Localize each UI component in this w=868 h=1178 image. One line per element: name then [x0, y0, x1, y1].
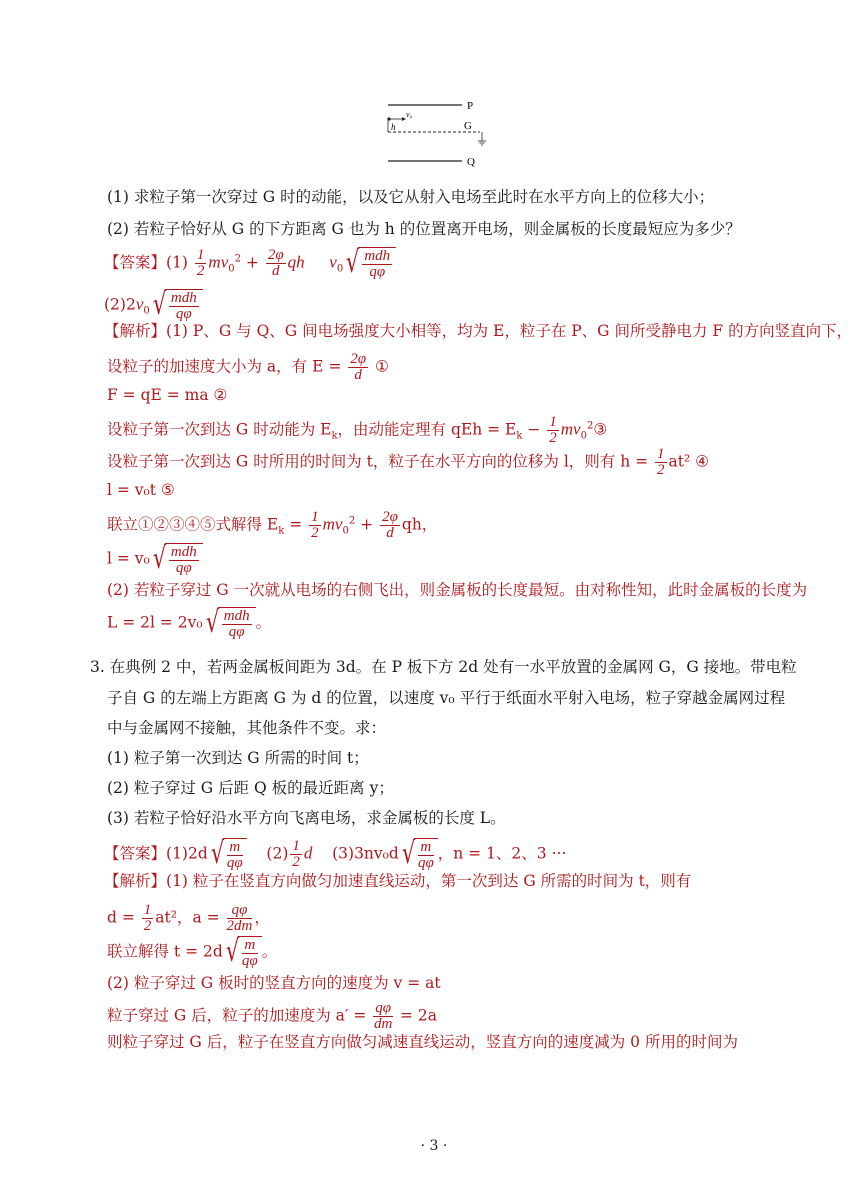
a4-prefix: 设粒子第一次到达 G 时动能为 E [107, 420, 332, 439]
plate-diagram-svg [380, 95, 490, 170]
q3-analysis-tag: 【解析】 [104, 872, 167, 890]
q3-ans3-prefix: (3)3nv₀d [332, 844, 399, 863]
q3-analysis-line2 [107, 903, 270, 934]
q3-analysis-line1 [104, 871, 691, 891]
sqrt-m-qphi-3: √ $\frac{m}{q\varphi}$ [223, 936, 262, 969]
b2-prefix: d = [107, 908, 140, 927]
a8-prefix: l = v₀ [107, 549, 150, 568]
frac-half-4: $\frac{1}{2}$ [311, 509, 319, 541]
q1-analysis-line10 [107, 607, 271, 640]
frac-2phi-d-3: $\frac{2\varphi}{d}$ [382, 509, 398, 541]
b3-suffix: 。 [261, 942, 278, 961]
frac-half-5: $\frac{1}{2}$ [292, 838, 300, 870]
sqrt-m-qphi: √ $\frac{m}{q\varphi}$ [208, 838, 247, 871]
a10-prefix: L = 2l = 2v₀ [107, 613, 203, 632]
q1-part1: (1) 求粒子第一次穿过 G 时的动能，以及它从射入电场至此时在水平方向上的位移大小； [107, 188, 715, 206]
a5-prefix: 设粒子第一次到达 G 时所用的时间为 t，粒子在水平方向的位移为 l，则有 h = [107, 452, 654, 471]
sqrt-mdh-qphi-3: √ $\frac{\text{mdh}}{q\varphi}$ [150, 543, 203, 576]
b3-prefix: 联立解得 t = 2d [107, 942, 223, 961]
q3-ans2-suffix: d [303, 843, 313, 863]
b5-prefix: 粒子穿过 G 后，粒子的加速度为 a′ = [107, 1006, 372, 1025]
b2-mid: at²，a = [155, 908, 225, 927]
page-number: · 3 · [420, 1138, 448, 1154]
frac-half: $\frac{1}{2}$ [196, 247, 205, 279]
q1-answer-line2: $(2)2v_0$ √ $\frac{\text{mdh}}{q\varphi}$ [104, 289, 203, 322]
q3-analysis-line4: (2) 粒子穿过 G 板时的竖直方向的速度为 v = at [107, 974, 441, 992]
a2-suffix: ① [370, 357, 389, 376]
q1-analysis-line9: (2) 若粒子穿过 G 一次就从电场的右侧飞出，则金属板的长度最短。由对称性知，此时金属板的长度为 [107, 581, 808, 599]
q3-stem1: 3. 在典例 2 中，若两金属板间距为 3d。在 P 板下方 2d 处有一水平放置的金属网 G，G 接地。带电粒 [90, 658, 797, 676]
a4-mid: ，由动能定理有 qEh = E [337, 420, 517, 439]
q3-ans2-prefix: (2) [266, 844, 289, 863]
frac-2phi-d-2: $\frac{2\varphi}{d}$ [350, 351, 367, 383]
q3-ans3-suffix: ，n = 1、2、3 ··· [437, 844, 567, 863]
label-p: P [467, 100, 474, 112]
q3-answer-tag: 【答案】 [104, 844, 167, 863]
b5-suffix: = 2a [395, 1006, 438, 1025]
q1-analysis-line1 [104, 321, 852, 341]
answer2-prefix: (2) [104, 295, 126, 314]
sqrt-mdh-qphi-4: √ $\frac{\text{mdh}}{q\varphi}$ [203, 607, 256, 640]
frac-half-2: $\frac{1}{2}$ [549, 414, 557, 446]
frac-2phi-d: $\frac{2\varphi}{d}$ [267, 247, 284, 279]
q3-analysis-line3 [107, 936, 277, 969]
frac-qphi-2dm: $\frac{q\varphi}{2dm}$ [226, 902, 253, 934]
label-v0: v₀ [406, 110, 413, 119]
sqrt-m-qphi-2: √ $\frac{m}{q\varphi}$ [399, 838, 438, 871]
label-q: Q [467, 156, 475, 168]
frac-half-3: $\frac{1}{2}$ [657, 446, 665, 478]
q1-analysis-line6: l = v₀t ⑤ [107, 481, 175, 499]
sqrt-mdh-qphi-2: √ $\frac{\text{mdh}}{q\varphi}$ [150, 289, 203, 322]
q3-ans1-prefix: (1)2d [166, 844, 208, 863]
q3-analysis-line6: 则粒子穿过 G 后，粒子在竖直方向做匀减速直线运动，竖直方向的速度减为 0 所用的时间为 [107, 1033, 738, 1051]
q1-analysis-line7: 联立①②③④⑤式解得 $E_k$ = $\frac{1}{2}$ $mv_0^2$ + $\frac{2\varphi}{d}$ qh， [107, 509, 438, 541]
q3-stem3: 中与金属网不接触，其他条件不变。求： [107, 719, 387, 737]
q1-analysis-line3: F = qE = ma ② [107, 386, 228, 404]
label-g: G [464, 120, 472, 132]
q1-analysis-line8 [107, 543, 203, 576]
a7-suffix: qh， [401, 515, 438, 534]
b2-suffix: ， [254, 908, 270, 927]
a2-prefix: 设粒子的加速度大小为 a，有 E = [107, 357, 347, 376]
q1-part2: (2) 若粒子恰好从 G 的下方距离 G 也为 h 的位置离开电场，则金属板的长度最短应为多少？ [107, 220, 741, 238]
analysis-tag: 【解析】 [104, 322, 167, 340]
q1-analysis-line4: 设粒子第一次到达 G 时动能为 $E_k$，由动能定理有 qEh = $E_k$ − $\frac{1}{2}$ $mv_0^2③$ [107, 414, 608, 446]
q3-answer-line [104, 838, 566, 871]
analysis-a1: (1) P、G 与 Q、G 间电场强度大小相等，均为 E，粒子在 P、G 间所受静电力 F 的方向竖直向下， [166, 322, 853, 340]
a7-prefix: 联立①②③④⑤式解得 E [107, 515, 279, 534]
sqrt-mdh-qphi: √ $\frac{\text{mdh}}{q\varphi}$ [343, 247, 396, 280]
q3-part3: (3) 若粒子恰好沿水平方向飞离电场，求金属板的长度 L。 [107, 809, 506, 827]
parallel-plate-diagram [380, 95, 490, 170]
q3-part2: (2) 粒子穿过 G 后距 Q 板的最近距离 y； [107, 779, 394, 797]
q3-b1: (1) 粒子在竖直方向做匀加速直线运动，第一次到达 G 所需的时间为 t，则有 [166, 872, 692, 890]
frac-qphi-dm: $\frac{q\varphi}{dm}$ [374, 1000, 393, 1032]
q3-stem2: 子自 G 的左端上方距离 G 为 d 的位置，以速度 v₀ 平行于纸面水平射入电场，粒子穿越金属网过程 [107, 689, 786, 707]
q1-analysis-line5 [107, 447, 709, 478]
q3-analysis-line5 [107, 1001, 437, 1032]
a5-suffix: at² ④ [668, 452, 710, 471]
answer1-prefix: (1) [166, 253, 188, 272]
q1-analysis-line2 [107, 352, 389, 383]
frac-half-6: $\frac{1}{2}$ [143, 902, 152, 934]
q1-answer-line1: 【答案】(1) $\frac{1}{2}$ $mv_0^2$ + $\frac{2\varphi}{d}$ qh $v_0$ √ $\frac{\text{mdh}}{q\varphi}$ [104, 247, 396, 280]
q3-part1: (1) 粒子第一次到达 G 所需的时间 t； [107, 749, 369, 767]
a10-suffix: 。 [255, 613, 272, 632]
a4-suffix: ③ [593, 420, 608, 439]
answer-tag: 【答案】 [104, 253, 167, 272]
label-h: h [391, 122, 396, 132]
